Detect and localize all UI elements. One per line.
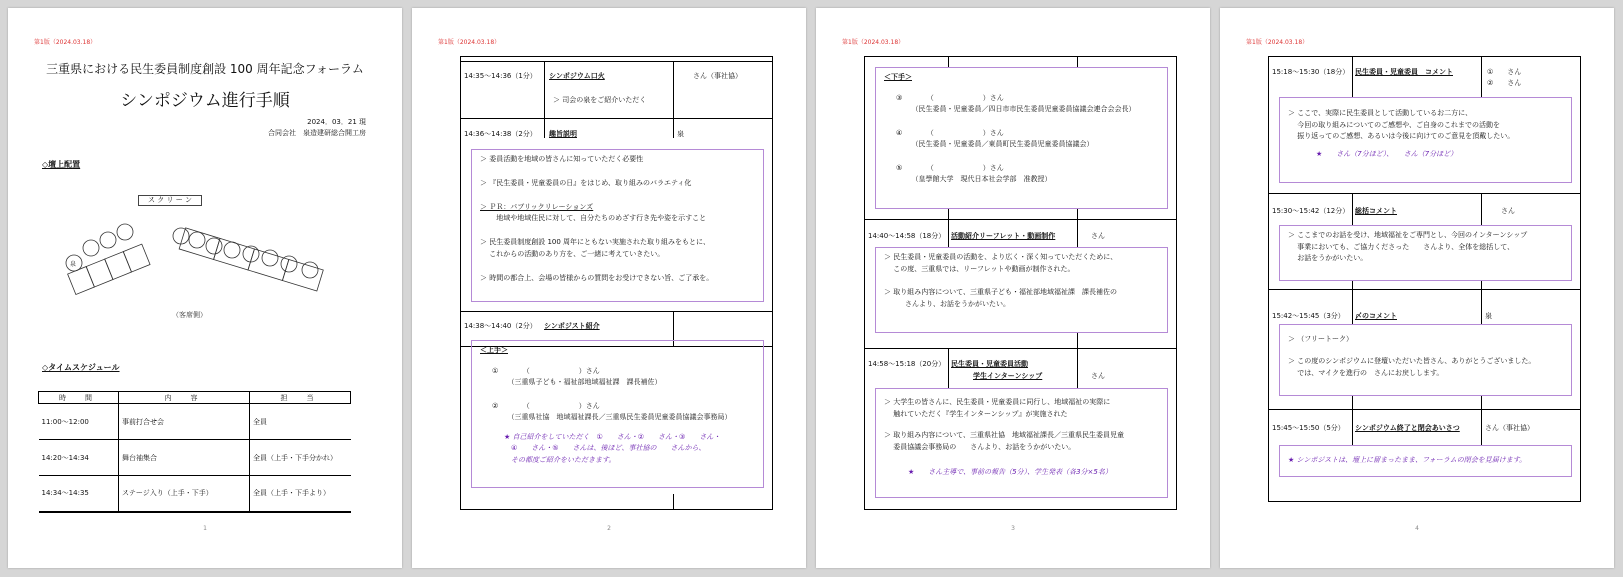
list-item: 事業においても、ご協力くださった さんより、全体を総括して、 bbox=[1288, 242, 1515, 251]
list-item: さんより、お話をうかがいたい。 bbox=[884, 299, 1010, 308]
row-time: 15:42〜15:45（3分） bbox=[1272, 312, 1345, 320]
row-time: 14:58〜15:18（20分） bbox=[868, 360, 946, 368]
list-item: これからの活動のあり方を、ご一緒に考えていきたい。 bbox=[480, 249, 665, 258]
schedule-cell: 全員 bbox=[250, 404, 351, 440]
note-text: ★ 自己紹介をしていただく ① さん・② さん・③ さん・ bbox=[504, 432, 721, 441]
panelist-box-kamite bbox=[471, 340, 764, 488]
kamite-label: ＜上手＞ bbox=[480, 346, 508, 354]
row-staff: さん bbox=[1501, 207, 1515, 215]
row-time: 14:40〜14:58（18分） bbox=[868, 232, 946, 240]
list-item: ＞ 時間の都合上、会場の皆様からの質問をお受けできない旨、ご了承を。 bbox=[480, 273, 714, 282]
row-staff: 泉 bbox=[677, 130, 684, 138]
list-item: （皇學館大学 現代日本社会学部 准教授） bbox=[908, 175, 1052, 183]
row-time: 15:30〜15:42（12分） bbox=[1272, 207, 1350, 215]
schedule-header-staff: 担 当 bbox=[250, 392, 351, 404]
version-label: 第1版（2024.03.18） bbox=[1246, 39, 1309, 46]
procedure-table bbox=[1268, 56, 1581, 502]
procedure-table bbox=[864, 56, 1177, 510]
list-item: （三重県子ども・福祉部地域福祉課 課長補佐） bbox=[504, 378, 662, 386]
list-item: （民生委員・児童委員／東員町民生委員児童委員協議会） bbox=[908, 140, 1094, 148]
final-note-box bbox=[1279, 445, 1572, 477]
schedule-cell: ステージ入り（上手・下手） bbox=[119, 476, 250, 512]
list-item: この度、三重県では、リーフレットや動画が制作された。 bbox=[884, 264, 1075, 273]
page-number: 1 bbox=[203, 525, 207, 532]
procedure-table bbox=[460, 56, 773, 510]
note-text: ④ さん・⑤ さんは、後ほど、事社協の さんから、 bbox=[504, 444, 706, 452]
list-item: ＞ 大学生の皆さんに、民生委員・児童委員に同行し、地域福祉の実際に bbox=[884, 398, 1111, 406]
row-staff: ② さん bbox=[1487, 79, 1522, 87]
list-item: ＞ 『民生委員・児童委員の日』をはじめ、取り組みのバラエティ化 bbox=[480, 178, 692, 187]
row-staff: さん（事社協） bbox=[693, 72, 742, 80]
section-stage-layout: ◇壇上配置 bbox=[42, 160, 81, 169]
document-date bbox=[268, 117, 366, 139]
note-text: ★ さん主導で、事前の報告（5分）、学生発表（各3分×5名） bbox=[908, 468, 1112, 476]
list-item: （三重県社協 地域福祉課長／三重県民生委員児童委員協議会事務局） bbox=[504, 413, 732, 421]
shimote-label: ＜下手＞ bbox=[884, 73, 912, 81]
page-4 bbox=[1220, 8, 1614, 568]
list-item: ＞ この度のシンポジウムに登壇いただいた皆さん、ありがとうございました。 bbox=[1288, 357, 1536, 365]
list-item: 地域や地域住民に対して、自分たちのめざす行き先や姿を示すこと bbox=[480, 214, 707, 223]
row-title: 〆のコメント bbox=[1355, 312, 1397, 320]
row-title: 民生委員・児童委員活動 bbox=[951, 360, 1028, 368]
summary-box bbox=[1279, 225, 1572, 281]
page-3 bbox=[816, 8, 1210, 568]
forum-title: 三重県における民生委員制度創設 100 周年記念フォーラム bbox=[46, 62, 364, 76]
row-title: シンポジウム終了と閉会あいさつ bbox=[1355, 424, 1460, 432]
schedule-cell: 事前打合せ会 bbox=[119, 404, 250, 440]
schedule-header-time: 時 間 bbox=[39, 392, 119, 404]
list-item: ⑤ （ ）さん bbox=[896, 163, 1004, 172]
schedule-cell: 14:34〜14:35 bbox=[39, 476, 119, 512]
row-time: 14:35〜14:36（1分） bbox=[464, 72, 537, 80]
list-item: ④ （ ）さん bbox=[896, 128, 1004, 137]
table-row bbox=[39, 440, 351, 476]
list-item: ＞ ここまでのお話を受け、地域福祉をご専門とし、今回のインターンシップ bbox=[1288, 231, 1528, 239]
list-item: （民生委員・児童委員／四日市市民生委員児童委員協議会連合会会長） bbox=[908, 105, 1136, 113]
table-row bbox=[39, 404, 351, 440]
list-item: 振り返ってのご感想、あるいは今後に向けてのご意見を頂戴したい。 bbox=[1288, 132, 1515, 140]
page-number: 2 bbox=[607, 525, 611, 532]
schedule-cell: 舞台袖集合 bbox=[119, 440, 250, 476]
screen-label: ス ク リ ー ン bbox=[138, 195, 202, 206]
date-text: 2024．03．21 現 bbox=[307, 118, 366, 126]
note-text: ★ さん（7分ほど）、 さん（7分ほど） bbox=[1288, 149, 1458, 158]
list-item: ＞ ここで、実際に民生委員として活動しているお二方に、 bbox=[1288, 109, 1473, 117]
list-item: 委員協議会事務局の さんより、お話をうかがいたい。 bbox=[884, 442, 1076, 451]
list-item: 今回の取り組みについてのご感想や、ご自身のこれまでの活動を bbox=[1288, 120, 1500, 129]
row-time: 14:36〜14:38（2分） bbox=[464, 130, 537, 138]
list-item: ＞ 民生委員・児童委員の活動を、より広く・深く知っていただくために、 bbox=[884, 253, 1118, 261]
purpose-box bbox=[471, 149, 764, 302]
list-item: ③ （ ）さん bbox=[896, 93, 1004, 102]
version-label: 第1版（2024.03.18） bbox=[842, 39, 905, 46]
note-text: その都度ご紹介をいただきます。 bbox=[504, 455, 616, 464]
row-staff: 泉 bbox=[1485, 312, 1492, 320]
list-item: ① （ ）さん bbox=[492, 366, 600, 375]
list-item: では、マイクを進行の さんにお戻しします。 bbox=[1288, 369, 1444, 377]
list-item: ＞ 民生委員制度創設 100 周年にともない実施された取り組みをもとに、 bbox=[480, 238, 711, 247]
list-item: ② （ ）さん bbox=[492, 401, 600, 410]
row-title: 活動紹介リーフレット・動画制作 bbox=[951, 232, 1056, 240]
page-1 bbox=[8, 8, 402, 568]
schedule-cell: 全員（上手・下手分かれ） bbox=[250, 440, 351, 476]
list-item: ＞ 委員活動を地域の皆さんに知っていただく必要性 bbox=[480, 155, 644, 163]
row-title-2: 学生インターンシップ bbox=[973, 372, 1043, 380]
panelist-box-shimote bbox=[875, 67, 1168, 209]
table-row bbox=[39, 476, 351, 512]
row-title: シンポジウム口火 bbox=[549, 72, 605, 80]
list-item: ＞ （フリートーク） bbox=[1288, 335, 1353, 343]
row-note: ＞ 司会の泉をご紹介いただく bbox=[553, 96, 647, 104]
row-staff: さん bbox=[1091, 372, 1105, 380]
schedule-header-content: 内 容 bbox=[119, 392, 250, 404]
row-title: 民生委員・児童委員 コメント bbox=[1355, 68, 1453, 76]
list-item: ＞ ＰＲ：パブリックリレーションズ bbox=[480, 202, 594, 211]
row-time: 14:38〜14:40（2分） bbox=[464, 322, 537, 330]
row-title: シンポジスト紹介 bbox=[544, 322, 600, 330]
version-label: 第1版（2024.03.18） bbox=[438, 39, 501, 46]
row-time: 15:45〜15:50（5分） bbox=[1272, 424, 1345, 432]
row-time: 15:18〜15:30（18分） bbox=[1272, 68, 1350, 76]
page-2 bbox=[412, 8, 806, 568]
page-number: 4 bbox=[1415, 525, 1419, 532]
audience-label: （客席側） bbox=[172, 311, 207, 319]
internship-box bbox=[875, 388, 1168, 498]
list-item: お話をうかがいたい。 bbox=[1288, 254, 1368, 262]
row-staff: さん（事社協） bbox=[1485, 424, 1534, 432]
row-title: 総括コメント bbox=[1355, 207, 1397, 215]
row-staff: ① さん bbox=[1487, 68, 1522, 76]
page-number: 3 bbox=[1011, 525, 1015, 532]
version-label: 第1版（2024.03.18） bbox=[34, 39, 97, 46]
document-title: シンポジウム進行手順 bbox=[120, 91, 290, 111]
schedule-cell: 11:00〜12:00 bbox=[39, 404, 119, 440]
schedule-cell: 14:20〜14:34 bbox=[39, 440, 119, 476]
list-item: 触れていただく『学生インターンシップ』が実施された bbox=[884, 409, 1068, 418]
row-staff: さん bbox=[1091, 232, 1105, 240]
note-text: ★ シンポジストは、壇上に留まったまま、フォーラムの閉会を見届けます。 bbox=[1288, 456, 1527, 464]
schedule-table bbox=[38, 391, 351, 513]
closing-comment-box bbox=[1279, 324, 1572, 396]
comment-box bbox=[1279, 97, 1572, 183]
section-schedule: ◇タイムスケジュール bbox=[42, 363, 120, 372]
schedule-cell: 全員（上手・下手より） bbox=[250, 476, 351, 512]
row-title: 趣旨説明 bbox=[549, 130, 577, 138]
list-item: ＞ 取り組み内容について、三重県社協 地域福祉課長／三重県民生委員児童 bbox=[884, 431, 1124, 439]
leaflet-box bbox=[875, 247, 1168, 333]
list-item: ＞ 取り組み内容について、三重県子ども・福祉部地域福祉課 課長補佐の bbox=[884, 288, 1117, 296]
company-name: 合同会社 泉造建研総合開工房 bbox=[268, 129, 366, 137]
mc-mark: 泉 bbox=[70, 261, 77, 268]
